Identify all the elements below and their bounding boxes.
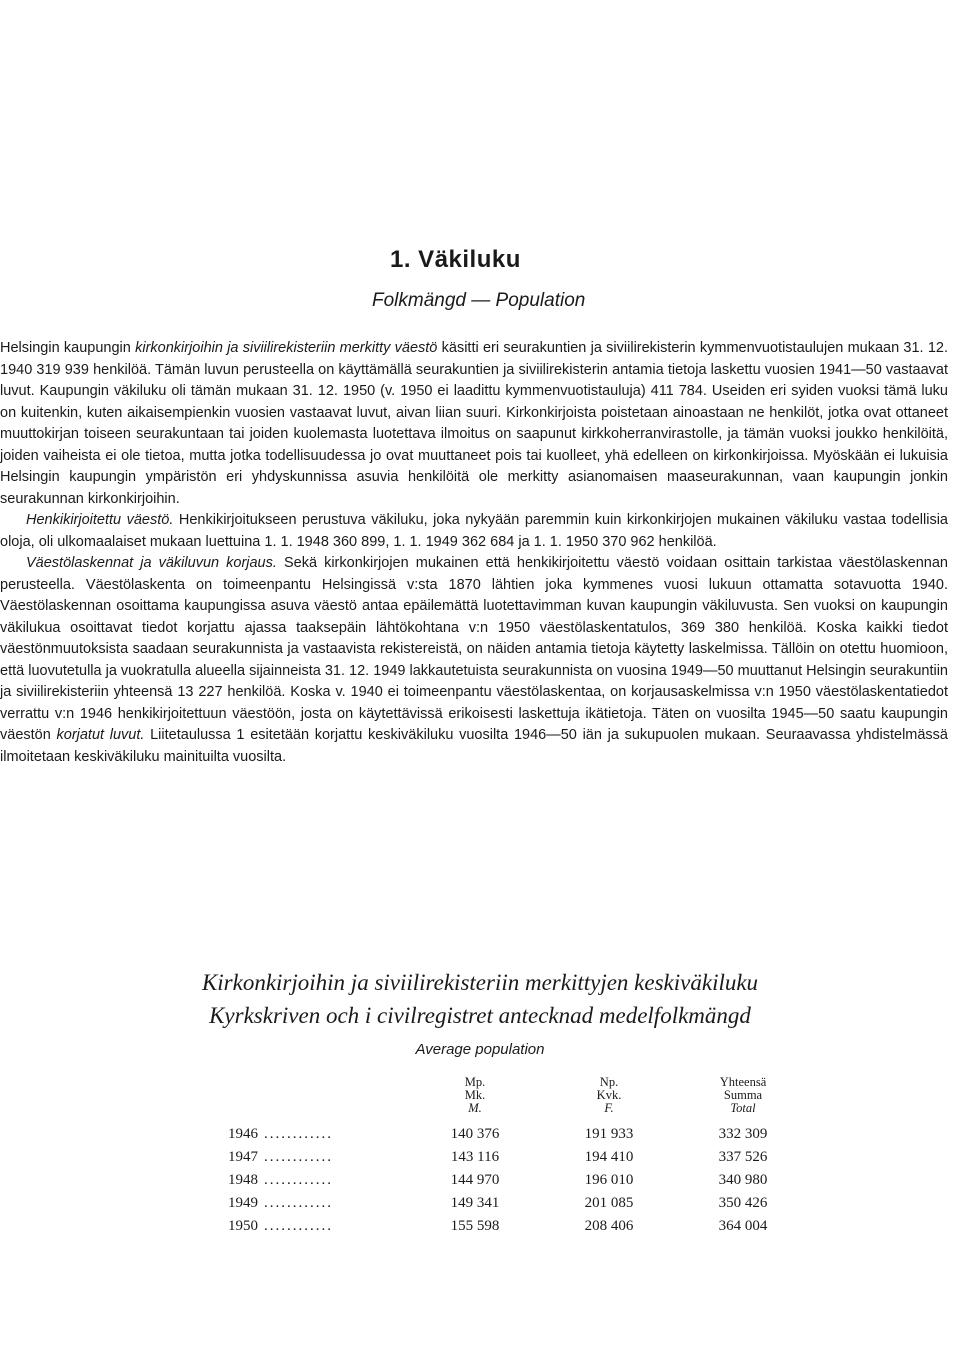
total-cell: 337 526 xyxy=(718,1149,768,1165)
female-cell: 201 085 xyxy=(584,1195,634,1211)
leader-dots: ............ xyxy=(264,1218,333,1234)
year-cell xyxy=(218,1123,408,1146)
year-value: 1946 xyxy=(228,1126,258,1142)
text-run: Helsingin kaupungin xyxy=(0,340,136,356)
header-fi: Np. xyxy=(599,1075,619,1089)
male-cell: 144 970 xyxy=(450,1172,500,1188)
table-row xyxy=(218,1169,810,1192)
population-table xyxy=(218,1076,810,1238)
male-cell: 140 376 xyxy=(450,1126,500,1142)
header-sv: Mk. xyxy=(464,1088,486,1102)
year-cell xyxy=(218,1146,408,1169)
table-row xyxy=(218,1192,810,1215)
table-row xyxy=(218,1215,810,1238)
total-cell: 364 004 xyxy=(718,1218,768,1234)
table-row xyxy=(218,1123,810,1146)
text-run-italic: Väestölaskennat ja väkiluvun korjaus. xyxy=(26,555,277,571)
year-cell xyxy=(218,1192,408,1215)
text-run: Sekä kirkonkirjojen mukainen että henkikirjoitettu väestö voidaan osittain tarkistaa väestölaskennan perusteella. Väestölaskenta on toimeenpantu Helsingissä v:sta 1870 lähtien joka kymmenes vuosi lukuun ottamatta sotavuotta 1940. Väestölaskennan osoittama kaupungissa asuva väestö antaa epäilemättä luotettavimman kuvan kaupungin väkiluvusta. Sen vuoksi on kaupungin väkilukua osoittavat tiedot korjattu ajassa taaksepäin lähtökohtana v:n 1950 väestölaskentatulos, 369 380 henkilöä. Koska kaikki tiedot väestönmuutoksista saadaan seurakunnista ja vastaavista rekistereistä, on näiden antamia tietoja käytetty laskelmissa. Tällöin on otettu huomioon, että luovutetulla ja vuokratulla alueella sijainneista 31. 12. 1949 lakkautetuista seurakunnista on vuosina 1949—50 muuttanut Helsingin seurakuntiin ja siviilirekisteriin yhteensä 13 227 henkilöä. Koska v. 1940 ei toimeenpantu väestölaskentaa, on korjausaskelmissa v:n 1950 väestölaskentatiedot verrattu v:n 1946 henkikirjoitettuun väestöön, josta on käytettävissä erikoisesti laskettuja ikätietoja. Täten on vuosilta 1945—50 saatu kaupungin väestön xyxy=(0,555,948,743)
table-title-sv: Kyrkskriven och i civilregistret antecknad medelfolkmängd xyxy=(209,1003,751,1028)
year-value: 1948 xyxy=(228,1172,258,1188)
year-value: 1947 xyxy=(228,1149,258,1165)
paragraph xyxy=(0,510,948,553)
header-sv: Kvk. xyxy=(596,1088,622,1102)
paragraph xyxy=(0,338,948,510)
female-cell: 208 406 xyxy=(584,1218,634,1234)
header-fi: Yhteensä xyxy=(719,1075,767,1089)
female-cell: 191 933 xyxy=(584,1126,634,1142)
text-run-italic: Henkikirjoitettu väestö. xyxy=(26,512,174,528)
female-cell: 194 410 xyxy=(584,1149,634,1165)
table-title-en: Average population xyxy=(415,1041,545,1058)
total-cell: 340 980 xyxy=(718,1172,768,1188)
year-cell xyxy=(218,1215,408,1238)
table-title-fi: Kirkonkirjoihin ja siviilirekisteriin merkittyjen keskiväkiluku xyxy=(201,970,759,995)
leader-dots: ............ xyxy=(264,1172,333,1188)
table-header-row xyxy=(218,1076,810,1123)
header-en: Total xyxy=(730,1101,756,1115)
text-run: Henkikirjoitukseen perustuva väkiluku, joka nykyään paremmin kuin kirkonkirjojen mukainen väkiluku vastaa todellisia oloja, oli ulkomaalaiset mukaan luettuina 1. 1. 1948 360 899, 1. 1. 1949 362 684 ja 1. 1. 1950 370 962 henkilöä. xyxy=(0,512,948,550)
text-run: käsitti eri seurakuntien ja siviilirekisterin kymmenvuotistaulujen mukaan 31. 12. 1940 319 939 henkilöä. Tämän luvun perusteella on käyttämällä seurakuntien ja siviilirekisterin antamia tietoja laskettu vuosien 1941—50 vastaavat luvut. Kaupungin väkiluku oli tämän mukaan 31. 12. 1950 (v. 1950 ei laadittu kymmenvuotistauluja) 411 784. Useiden eri syiden vuoksi tämä luku on kuitenkin, kuten aikaisempienkin vuosien vastaavat luvut, aivan liian suuri. Kirkonkirjoista poistetaan ainoastaan ne henkilöt, jotka ovat ottaneet muuttokirjan toiseen seurakuntaan tai joiden kuolemasta luotettava ilmoitus on saapunut kirkkoherranvirastolle, ja tämän vuoksi joukko henkilöitä, joiden vaiheista ei ole tietoa, mutta jotka todellisuudessa jo ovat muuttaneet pois tai kuolleet, yhä edelleen on kirkonkirjoissa. Myöskään ei lukuisia Helsingin kaupungin ympäristön eri yhdyskunnissa asuvia henkilöitä ole merkitty asianomaisen maaseurakunnan, vaan kaupungin jonkin seurakunnan kirkonkirjoihin. xyxy=(0,340,949,507)
section-heading: 1. Väkiluku xyxy=(390,246,521,273)
female-header xyxy=(542,1076,676,1123)
total-header xyxy=(676,1076,810,1123)
male-cell: 149 341 xyxy=(450,1195,500,1211)
table-row xyxy=(218,1146,810,1169)
year-cell xyxy=(218,1169,408,1192)
year-value: 1949 xyxy=(228,1195,258,1211)
section-subheading: Folkmängd — Population xyxy=(372,290,586,311)
header-en: M. xyxy=(468,1101,482,1115)
leader-dots: ............ xyxy=(264,1126,333,1142)
text-run-italic: korjatut luvut. xyxy=(56,727,145,743)
body-text xyxy=(0,338,948,768)
header-fi: Mp. xyxy=(464,1075,486,1089)
total-cell: 350 426 xyxy=(718,1195,768,1211)
total-cell: 332 309 xyxy=(718,1126,768,1142)
text-run-italic: kirkonkirjoihin ja siviilirekisteriin merkitty väestö xyxy=(135,340,438,356)
year-value: 1950 xyxy=(228,1218,258,1234)
paragraph xyxy=(0,553,948,768)
male-header xyxy=(408,1076,542,1123)
header-en: F. xyxy=(604,1101,614,1115)
female-cell: 196 010 xyxy=(584,1172,634,1188)
header-sv: Summa xyxy=(723,1088,763,1102)
leader-dots: ............ xyxy=(264,1149,333,1165)
leader-dots: ............ xyxy=(264,1195,333,1211)
male-cell: 143 116 xyxy=(450,1149,500,1165)
text-run: Liitetaulussa 1 esitetään korjattu keskiväkiluku vuosilta 1946—50 iän ja sukupuolen mukaan. Seuraavassa yhdistelmässä ilmoitetaan keskiväkiluku mainituilta vuosilta. xyxy=(0,727,948,765)
male-cell: 155 598 xyxy=(450,1218,500,1234)
year-header xyxy=(218,1076,408,1123)
